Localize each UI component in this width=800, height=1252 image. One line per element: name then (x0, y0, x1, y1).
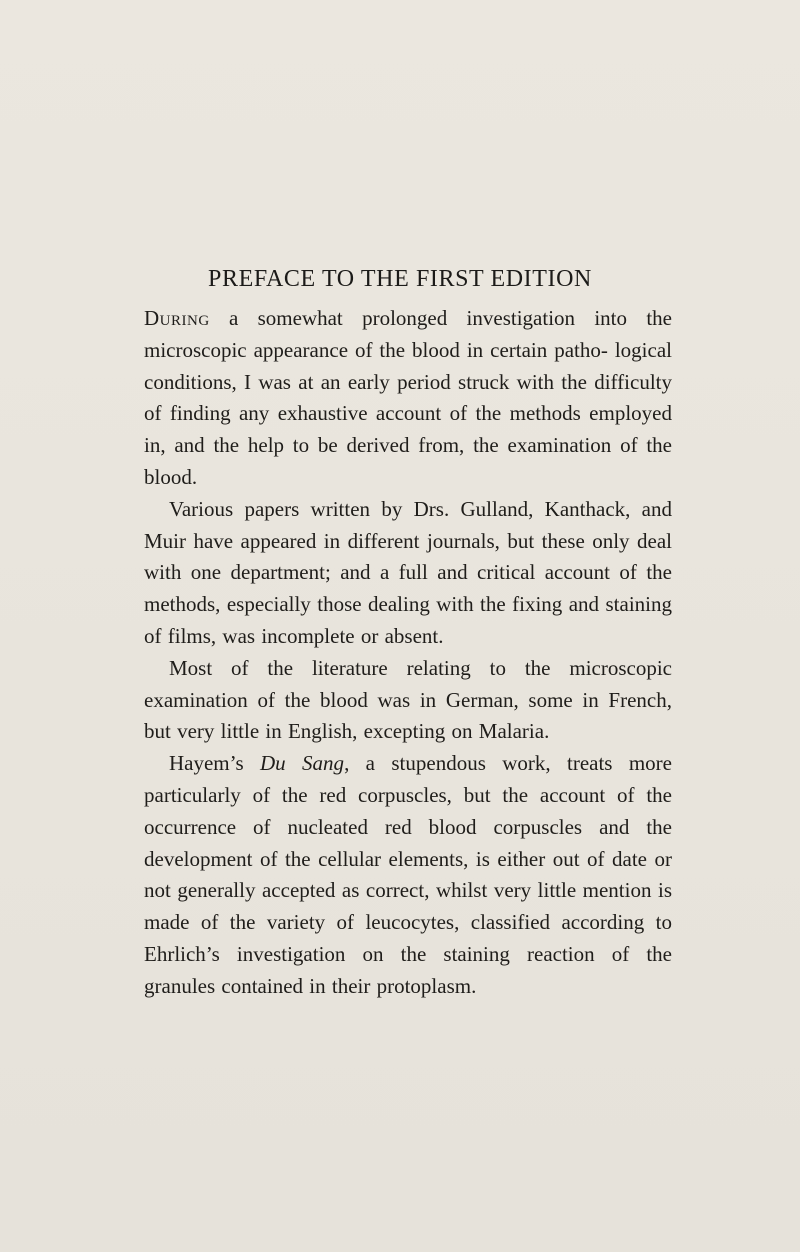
paragraph-4-text: , a stupendous work, treats more particularly of the red corpuscles, but the account of the occurrence of nucleated red blood corpuscles and the development of the cellular elements, is either out of date or not generally accepted as correct, whilst very little mention is made of the variety of leucocytes, classified according to Ehrlich’s investigation on the staining reaction of the granules contained in their protoplasm. (144, 751, 672, 998)
paragraph-4 (144, 748, 672, 1002)
book-title-du-sang: Du Sang (260, 751, 345, 776)
paragraph-1-text: a somewhat prolonged investigation into the microscopic appearance of the blood in certain patho- logical conditions, I was at an early period struck with the difficulty of finding any exhaustive account of the methods employed in, and the help to be derived from, the examination of the blood. (144, 306, 672, 489)
page-title: PREFACE TO THE FIRST EDITION (208, 266, 592, 292)
preface-body (144, 303, 672, 1003)
paragraph-1 (144, 303, 672, 494)
paragraph-2: Various papers written by Drs. Gulland, Kanthack, and Muir have appeared in different journals, but these only deal with one department; and a full and critical account of the methods, especially those dealing with the fixing and staining of films, was incomplete or absent. (144, 496, 672, 648)
paragraph-3: Most of the literature relating to the microscopic examination of the blood was in German, some in French, but very little in English, excepting on Malaria. (144, 655, 672, 744)
paragraph-4-lead: Hayem’s (169, 751, 261, 776)
paragraph-1-lead-word: During (144, 306, 210, 330)
